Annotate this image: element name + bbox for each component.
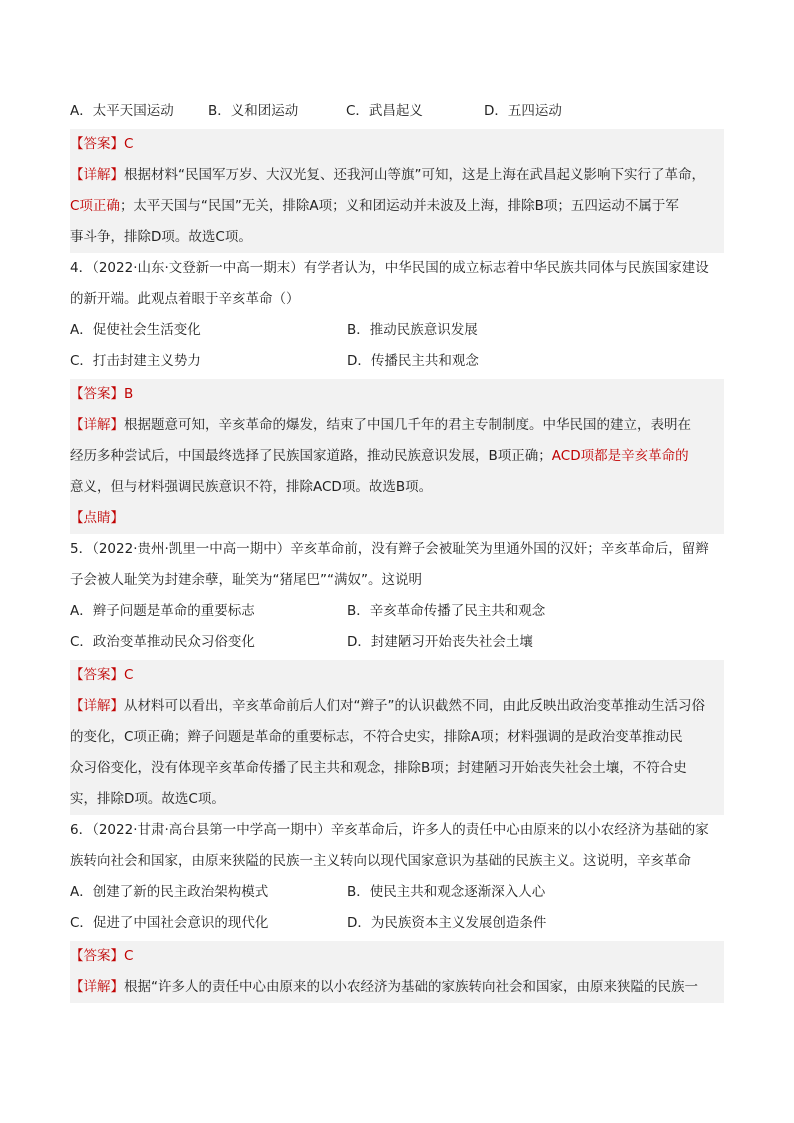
answer-value: C [124,948,134,964]
q5-detail-line-3: 众习俗变化，没有体现辛亥革命传播了民主共和观念，排除B项；封建陋习开始丧失社会土壤，不符合史 [70,760,687,776]
q6-stem-line-1: 6．（2022·甘肃·高台县第一中学高一期中）辛亥革命后，许多人的责任中心由原来的以小农经济为基础的家 [70,822,709,838]
q6-answer [70,941,724,972]
q4-comment [70,503,724,534]
q4-options-row-1 [70,315,724,346]
detail-tag: 【详解】 [70,698,124,714]
answer-tag: 【答案】 [70,136,124,152]
q4-answer [70,379,724,410]
q3-option-a: A．太平天国运动 [70,103,174,119]
q4-option-c: C．打击封建主义势力 [70,353,201,369]
q5-answer [70,660,724,691]
q3-answer [70,129,724,160]
answer-tag: 【答案】 [70,948,124,964]
document-page [70,96,724,1003]
q6-options-row-2 [70,908,724,939]
q5-detail-line-4: 实，排除D项。故选C项。 [70,791,225,807]
q5-options-row-2 [70,627,724,658]
q3-answer-block [70,129,724,253]
q4-options-row-2 [70,346,724,377]
q4-detail-line-2: 经历多种尝试后，中国最终选择了民族国家道路，推动民族意识发展，B项正确；ACD项都是辛亥革命的 [70,448,689,464]
q4-detail-line-1: 【详解】根据题意可知，辛亥革命的爆发，结束了中国几千年的君主专制制度。中华民国的建立，表明在 [70,417,691,433]
answer-tag: 【答案】 [70,667,124,683]
q4-option-d: D．传播民主共和观念 [347,353,479,369]
q4-option-a: A．促使社会生活变化 [70,322,201,338]
q4-stem-line-1: 4．（2022·山东·文登新一中高一期末）有学者认为，中华民国的成立标志着中华民族共同体与民族国家建设 [70,260,709,276]
q5-answer-block [70,660,724,815]
q3-option-b: B．义和团运动 [208,103,299,119]
detail-tag: 【详解】 [70,417,124,433]
q6-option-c: C．促进了中国社会意识的现代化 [70,915,269,931]
q6-stem-line-2: 族转向社会和国家，由原来狭隘的民族一主义转向以现代国家意识为基础的民族主义。这说明，辛亥革命 [70,853,691,869]
q3-detail-line-3: 事斗争，排除D项。故选C项。 [70,229,252,245]
q4-stem-line-2: 的新开端。此观点着眼于辛亥革命（） [70,291,300,307]
q5-option-c: C．政治变革推动民众习俗变化 [70,634,255,650]
q3-option-c: C．武昌起义 [346,103,423,119]
q5-option-a: A．辫子问题是革命的重要标志 [70,603,255,619]
q5-stem-line-1: 5．（2022·贵州·凯里一中高一期中）辛亥革命前，没有辫子会被耻笑为里通外国的汉奸；辛亥革命后，留辫 [70,541,709,557]
detail-tag: 【详解】 [70,167,124,183]
q5-options-row-1 [70,596,724,627]
q5-option-d: D．封建陋习开始丧失社会土壤 [347,634,533,650]
q3-options [70,96,724,127]
answer-tag: 【答案】 [70,386,124,402]
q6-answer-block [70,941,724,1003]
q4-answer-block [70,379,724,534]
q3-option-d: D．五四运动 [484,103,562,119]
q6-option-d: D．为民族资本主义发展创造条件 [347,915,547,931]
q6-detail-line-1: 【详解】根据“许多人的责任中心由原来的以小农经济为基础的家族转向社会和国家，由原来狭隘的民族一 [70,979,698,995]
q5-stem-line-2: 子会被人耻笑为封建余孽，耻笑为“猪尾巴”“满奴”。这说明 [70,572,422,588]
detail-tag: 【详解】 [70,979,124,995]
q5-detail-line-2: 的变化，C项正确；辫子问题是革命的重要标志，不符合史实，排除A项；材料强调的是政治变革推动民 [70,729,683,745]
q5-detail-line-1: 【详解】从材料可以看出，辛亥革命前后人们对“辫子”的认识截然不同，由此反映出政治变革推动生活习俗 [70,698,705,714]
q5-option-b: B．辛亥革命传播了民主共和观念 [347,603,546,619]
q3-detail-line-2: C项正确；太平天国与“民国”无关，排除A项；义和团运动并未波及上海，排除B项；五四运动不属于军 [70,198,679,214]
q4-detail-line-3: 意义，但与材料强调民族意识不符，排除ACD项。故选B项。 [70,479,433,495]
answer-value: C [124,136,134,152]
q6-option-b: B．使民主共和观念逐渐深入人心 [347,884,546,900]
comment-tag: 【点睛】 [70,510,124,526]
q3-detail-line-1: 【详解】根据材料“民国军万岁、大汉光复、还我河山等旗”可知，这是上海在武昌起义影响下实行了革命， [70,167,705,183]
q6-option-a: A．创建了新的民主政治架构模式 [70,884,269,900]
answer-value: B [124,386,134,402]
q6-options-row-1 [70,877,724,908]
q4-option-b: B．推动民族意识发展 [347,322,478,338]
answer-value: C [124,667,134,683]
